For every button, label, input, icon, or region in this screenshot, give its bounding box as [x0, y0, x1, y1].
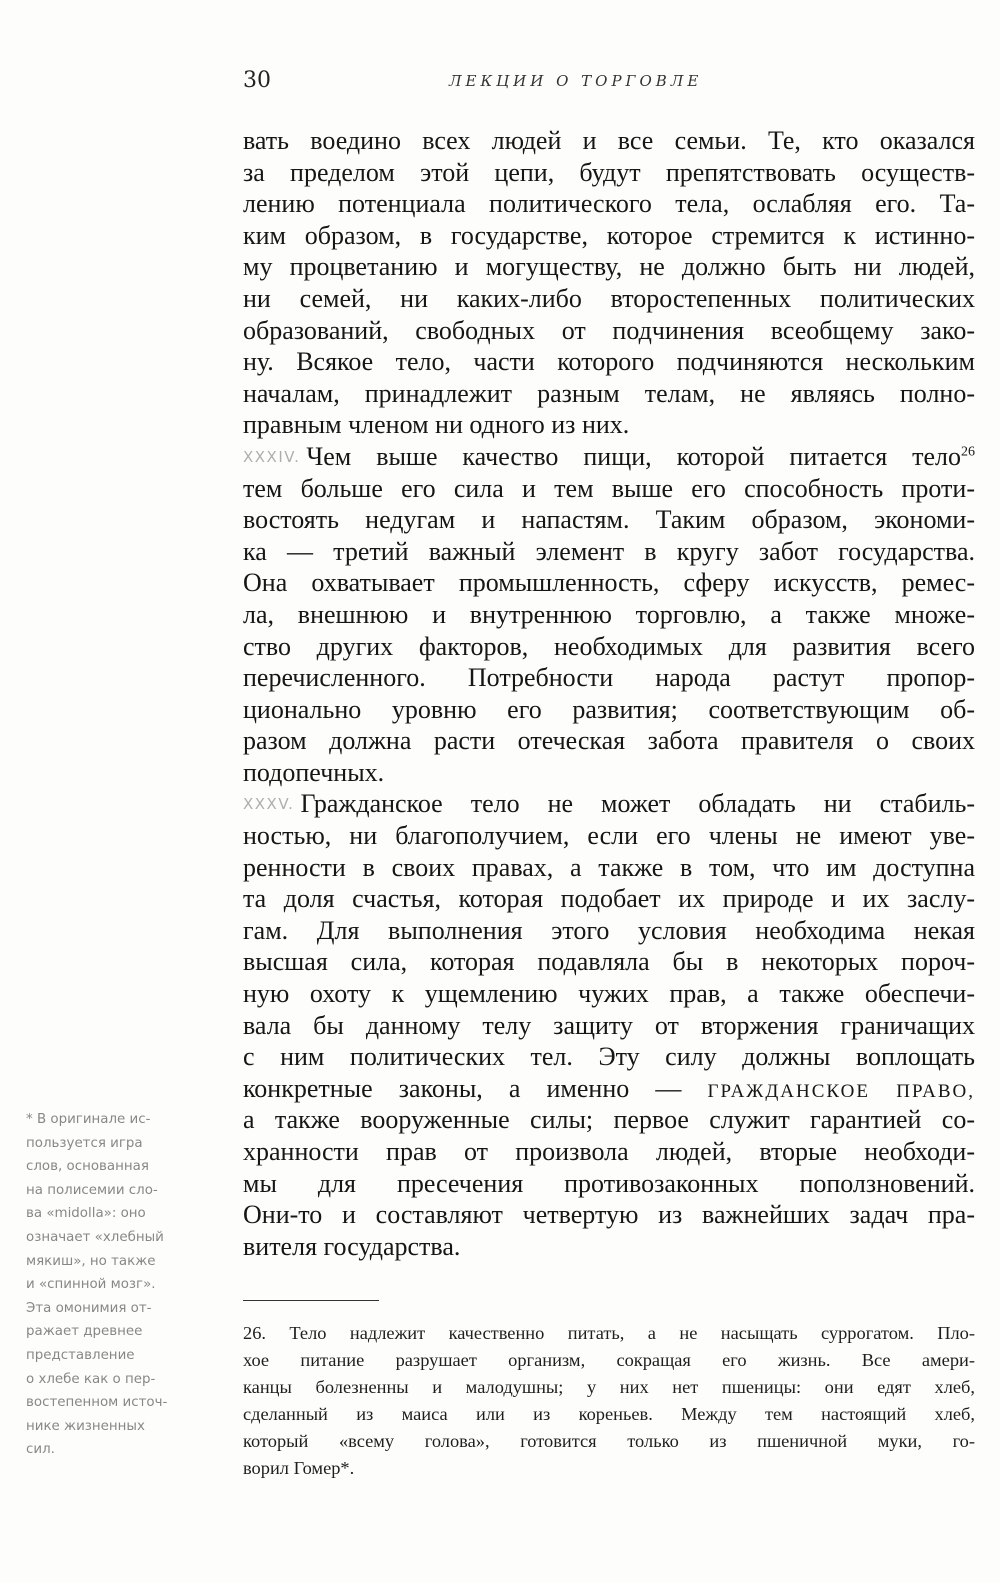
text-line: мы для пресечения противозаконных поползновений.	[243, 1168, 975, 1198]
running-title: ЛЕКЦИИ О ТОРГОВЛЕ	[449, 72, 703, 90]
margin-note-line: Эта омонимия от-	[26, 1300, 152, 1316]
section-number-xxxv: XXXV.	[243, 795, 295, 814]
text-line: ренности в своих правах, а также в том, что им доступна	[243, 852, 975, 882]
paragraph-first-line: Гражданское тело не может обладать ни стабиль-	[300, 789, 975, 819]
section-number-xxxiv: XXXIV.	[243, 447, 301, 466]
text-line: перечисленного. Потребности народа растут пропор-	[243, 663, 975, 693]
margin-note-line: ражает древнее	[26, 1324, 143, 1340]
footnote-divider	[243, 1300, 379, 1301]
footnote-ref-26[interactable]: 26	[961, 444, 975, 460]
text-line: вителя государства.	[243, 1231, 461, 1261]
text-line: ну. Всякое тело, части которого подчиняются нескольким	[243, 347, 975, 377]
text-line: ционально уровню его развития; соответствующим об-	[243, 694, 975, 724]
text-line: гам. Для выполнения этого условия необходима некая	[243, 915, 975, 945]
text-line: та доля счастья, которая подобает их природе и их заслу-	[243, 884, 975, 914]
text-line: Она охватывает промышленность, сферу искусств, ремес-	[243, 568, 975, 598]
text-line: ни семей, ни каких-либо второстепенных политических	[243, 283, 975, 313]
text-line: разом должна расти отеческая забота правителя о своих	[243, 726, 975, 756]
footnote-line: ворил Гомер*.	[243, 1458, 355, 1478]
text-line: му процветанию и могуществу, не должно быть ни людей,	[243, 252, 975, 282]
margin-note-line: сил.	[26, 1442, 55, 1458]
text-line: правным членом ни одного из них.	[243, 410, 630, 440]
margin-note-line: слов, основанная	[26, 1159, 149, 1175]
margin-note-line: ва «midolla»: оно	[26, 1206, 146, 1222]
margin-note	[26, 1108, 216, 1462]
paragraph-first-line: Чем выше качество пищи, которой питается тело	[306, 441, 961, 471]
law-line-prefix: конкретные законы, а именно —	[243, 1073, 708, 1103]
footnote-line: хое питание разрушает организм, сокращая его жизнь. Все амери-	[243, 1350, 975, 1370]
text-line: ство других факторов, необходимых для развития всего	[243, 631, 975, 661]
text-line: ностью, ни благополучием, если его члены не имеют уве-	[243, 821, 975, 851]
margin-note-line: о хлебе как о пер-	[26, 1371, 156, 1387]
text-line: лению потенциала политического тела, ослабляя его. Та-	[243, 189, 975, 219]
main-text	[243, 125, 975, 1262]
footnote-line: канцы болезненны и малодушны; у них нет пшеницы: они едят хлеб,	[243, 1377, 975, 1397]
civil-law-term: ГРАЖДАНСКОЕ ПРАВО,	[707, 1080, 975, 1102]
text-line: тем больше его сила и тем выше его способность проти-	[243, 473, 975, 503]
text-line: ка — третий важный элемент в кругу забот государства.	[243, 536, 975, 566]
text-line: за пределом этой цепи, будут препятствовать осуществ-	[243, 157, 975, 187]
footnote-line: сделанный из маиса или из кореньев. Между тем настоящий хлеб,	[243, 1404, 975, 1424]
footnote-line: 26. Тело надлежит качественно питать, а не насыщать суррогатом. Пло-	[243, 1323, 975, 1343]
text-line: вала бы данному телу защиту от вторжения граничащих	[243, 1010, 975, 1040]
page-number: 30	[243, 68, 271, 93]
margin-note-line: нике жизненных	[26, 1418, 145, 1434]
margin-note-line: означает «хлебный	[26, 1229, 164, 1245]
margin-note-line: на полисемии сло-	[26, 1182, 158, 1198]
footnote-line: который «всему голова», готовится только из пшеничной муки, го-	[243, 1431, 975, 1451]
text-line: началам, принадлежит разным телам, не являясь полно-	[243, 378, 975, 408]
text-line	[243, 1073, 975, 1105]
text-line: ную охоту к ущемлению чужих прав, а также обеспечи-	[243, 979, 975, 1009]
margin-note-line: пользуется игра	[26, 1135, 143, 1151]
text-line: подопечных.	[243, 757, 385, 787]
margin-note-line: востепенном источ-	[26, 1395, 168, 1411]
margin-note-line: мякиш», но также	[26, 1253, 156, 1269]
margin-note-line: * В оригинале ис-	[26, 1112, 151, 1127]
text-line: вать воедино всех людей и все семьи. Те, кто оказался	[243, 126, 975, 155]
text-line: востоять недугам и напастям. Таким образом, экономи-	[243, 505, 975, 535]
text-line: Они-то и составляют четвертую из важнейших задач пра-	[243, 1200, 975, 1230]
text-line: ла, внешнюю и внутреннюю торговлю, а также множе-	[243, 599, 975, 629]
running-header	[243, 68, 975, 98]
text-line: высшая сила, которая подавляла бы в некоторых пороч-	[243, 947, 975, 977]
text-line: а также вооруженные силы; первое служит гарантией со-	[243, 1105, 975, 1135]
text-line: ким образом, в государстве, которое стремится к истинно-	[243, 220, 975, 250]
text-line: с ним политических тел. Эту силу должны воплощать	[243, 1042, 975, 1072]
margin-note-line: представление	[26, 1347, 135, 1363]
margin-note-line: и «спинной мозг».	[26, 1277, 156, 1293]
footnote-26	[243, 1320, 975, 1482]
text-line: хранности прав от произвола людей, вторые необходи-	[243, 1137, 975, 1166]
paragraph-start-xxxiv	[243, 441, 975, 473]
paragraph-start-xxxv	[243, 788, 975, 820]
text-line: образований, свободных от подчинения всеобщему зако-	[243, 315, 975, 345]
